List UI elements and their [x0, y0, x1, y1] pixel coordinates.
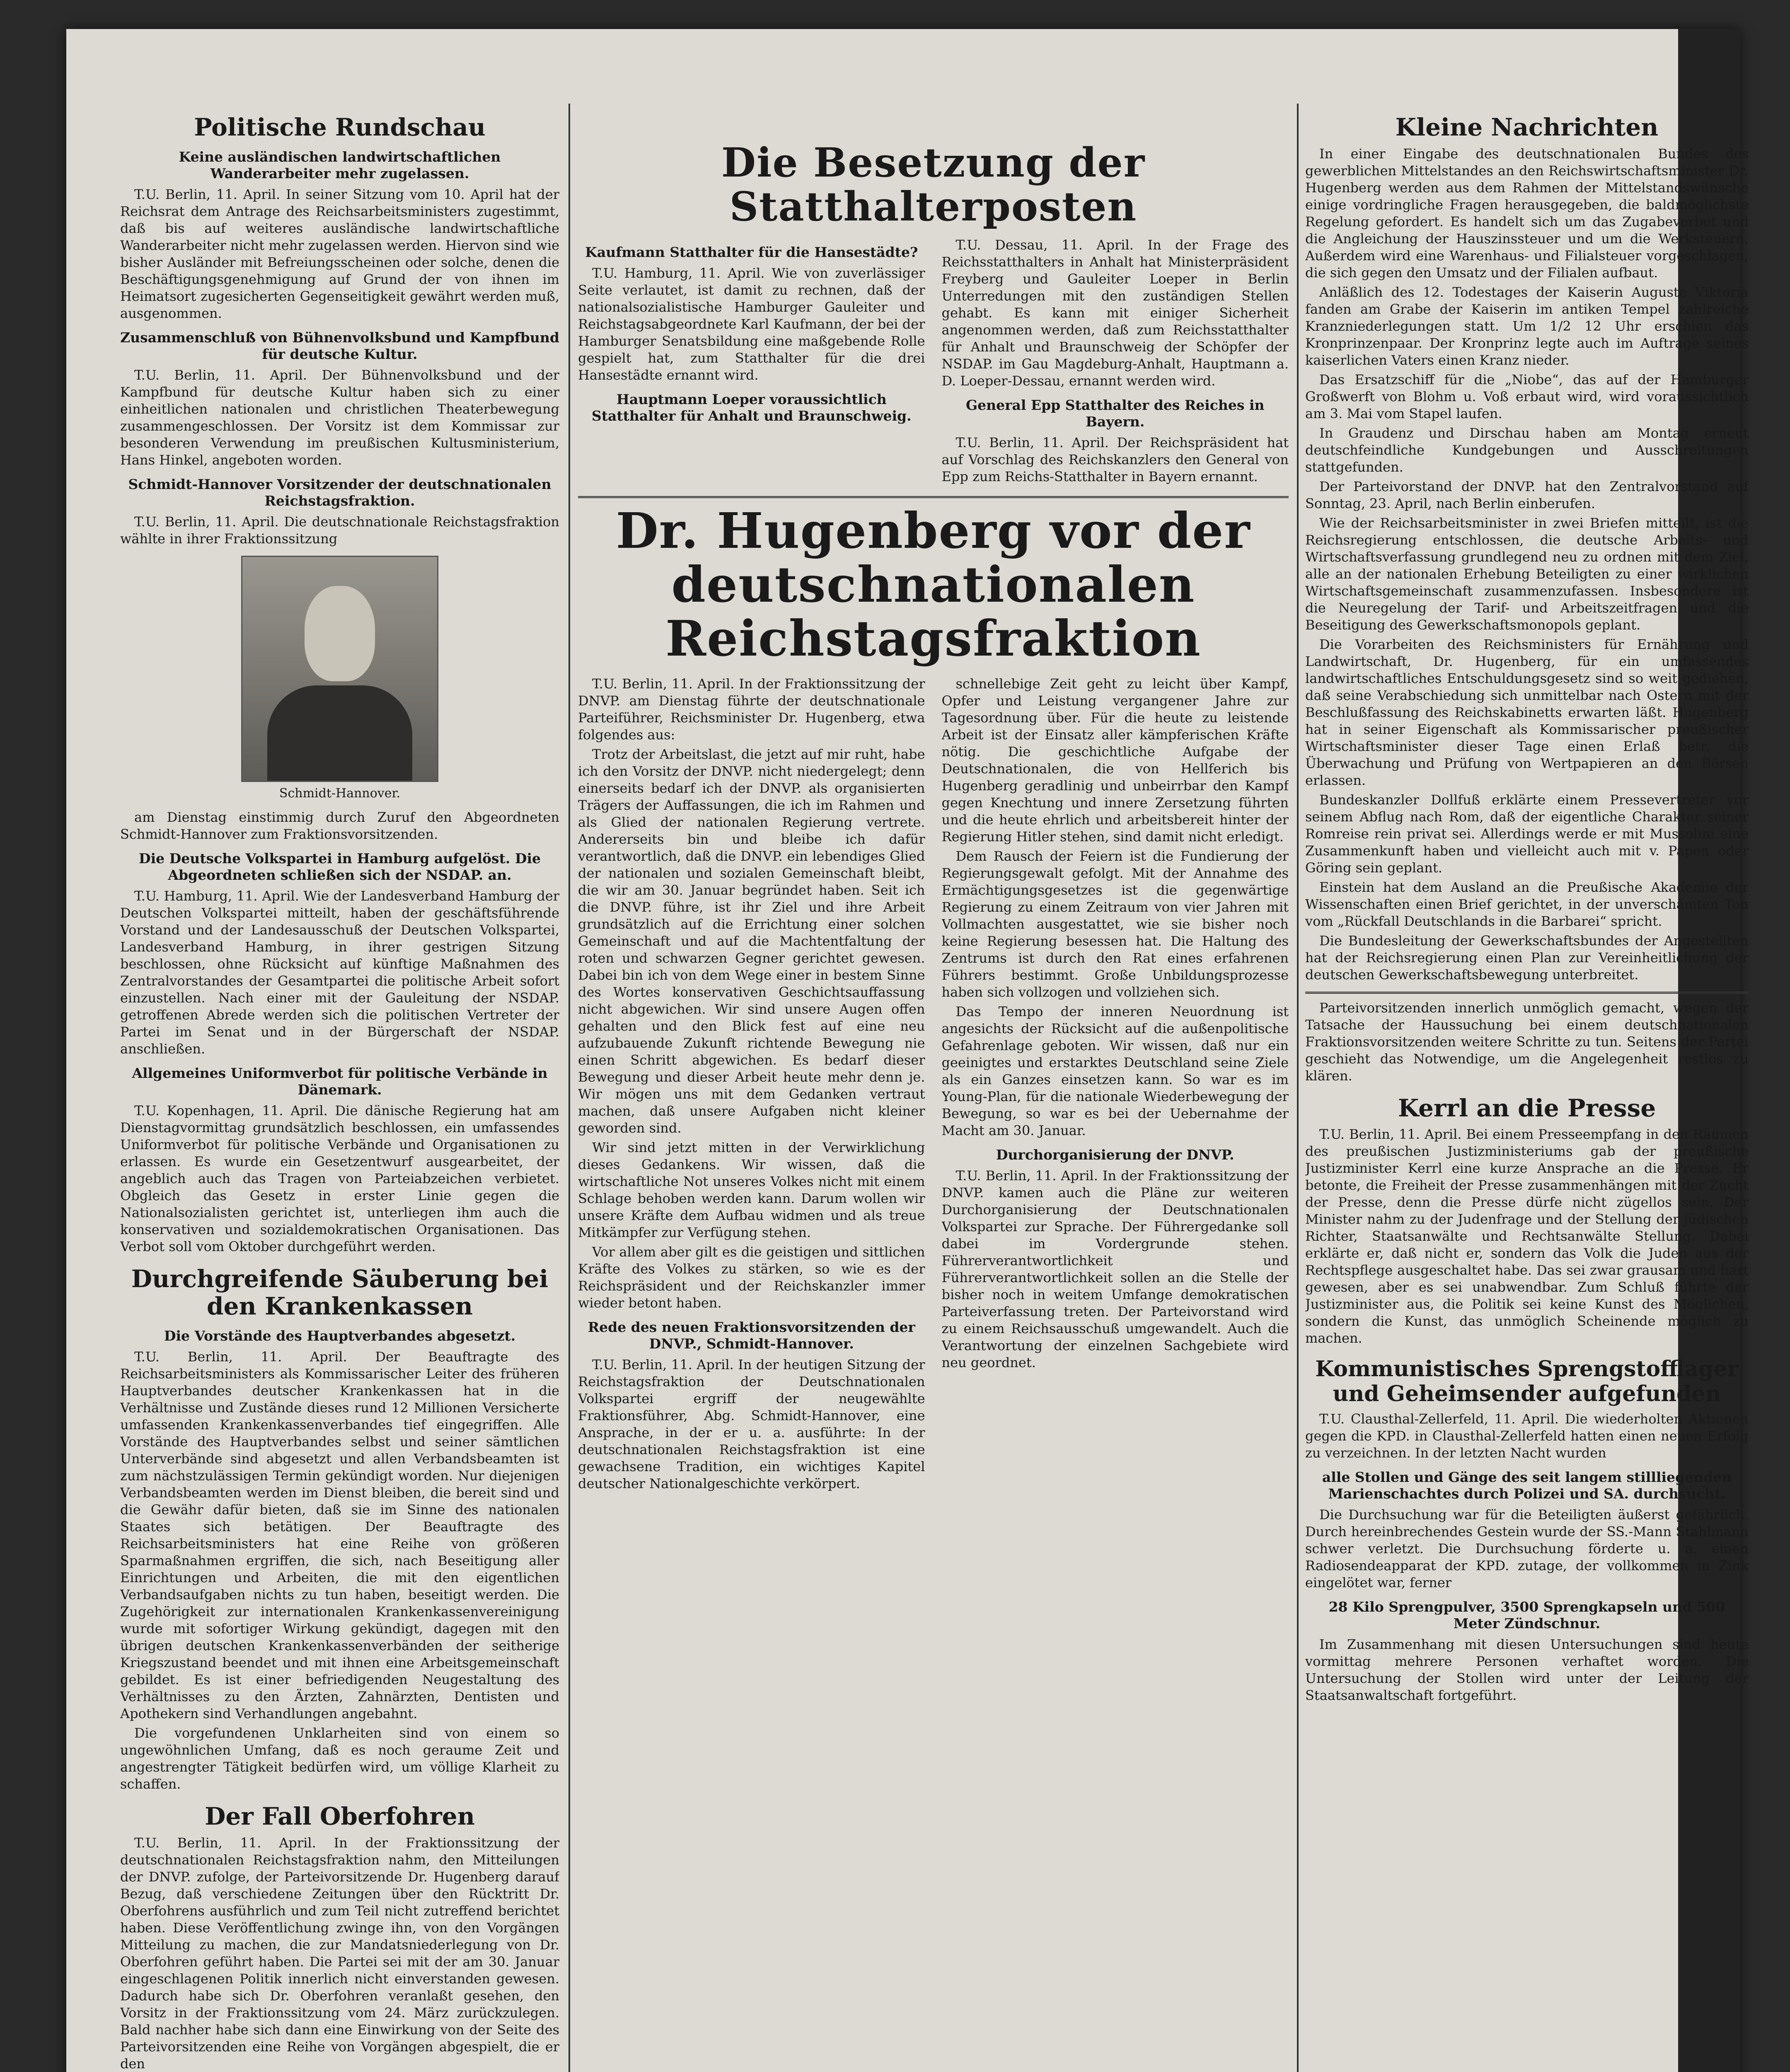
article-headline: Kaufmann Statthalter für die Hansestädte?: [585, 244, 918, 261]
column-kleine-nachrichten: [1305, 104, 1749, 2072]
article-highlight: alle Stollen und Gänge des seit langem stillliegenden Marienschachtes durch Polizei und SA. durchsucht.: [1322, 1469, 1732, 1502]
article-headline: Die Vorstände des Hauptverbandes abgesetzt.: [164, 1328, 516, 1344]
section-head: Kommunistisches Sprengstofflager und Geheimsender aufgefunden: [1315, 1356, 1739, 1407]
article-headline: Schmidt-Hannover Vorsitzender der deutschnationalen Reichstagsfraktion.: [128, 476, 552, 509]
news-item: In Graudenz und Dirschau haben am Montag erneut deutschfeindliche Kundgebungen und Ausschreitungen stattgefunden.: [1305, 425, 1749, 475]
article-text: am Dienstag einstimmig durch Zuruf den Abgeordneten Schmidt-Hannover zum Fraktionsvorsitzenden.: [120, 809, 559, 842]
article-text: T.U. Berlin, 11. April. Der Reichspräsident hat auf Vorschlag des Reichskanzlers den General von Epp zum Reichs-Statthalter in Bayern ernannt.: [941, 435, 1289, 485]
article-text: T.U. Berlin, 11. April. In der Fraktionssitzung der deutschnationalen Reichstagsfraktion nahm, den Mitteilungen der DNVP. zufolge, der Parteivorsitzende Dr. Hugenberg darauf Bezug, daß verschiedene Zeitungen über den Rücktritt Dr. Oberfohrens ausführlich und zum Teil nicht zutreffend berichtet haben. Diese Veröffentlichung zwinge ihn, von den Vorgängen Mitteilung zu machen, die zur Mandatsniederlegung von Dr. Oberfohren geführt haben. Die Partei sei mit der am 30. Januar eingeschlagenen Politik innerlich nicht einverstanden gewesen. Dadurch habe sich Dr. Oberfohren veranlaßt gesehen, den Vorsitz in der Fraktionssitzung vom 24. März zurückzulegen. Bald nachher habe sich dann eine Einwirkung von der Seite des Parteivorsitzenden eine Reihe von Vorgängen abgespielt, die er den: [120, 1835, 559, 2072]
article-text: Trotz der Arbeitslast, die jetzt auf mir ruht, habe ich den Vorsitz der DNVP. nicht niedergelegt; denn einerseits bedarf ich der DNVP. als organisierten Trägers der Auffassungen, die ich im Rahmen und als Glied der nationalen Regierung vertrete. Andererseits bin und bleibe ich dafür verantwortlich, daß die DNVP. ein lebendiges Glied der nationalen und sozialen Gemeinschaft bleibt, die wir am 30. Januar begründet haben. Seit ich die DNVP. führe, ist ihr Ziel und ihre Arbeit grundsätzlich auf die Errichtung einer solchen Gemeinschaft und auf die Machtentfaltung der roten und schwarzen Gegner gerichtet gewesen. Dabei bin ich von dem Wege einer in bestem Sinne des Wortes konservativen Geschichtsauffassung nicht abgewichen. Wir sind unsere Augen offen gehalten und den Blick fest auf eine neu aufzubauende Zukunft richtende Bewegung nie einen Schritt abgewichen. Es bedarf dieser Bewegung und dieser Arbeit heute mehr denn je. Wir mögen uns mit dem Gedanken vertraut machen, daß unsere Aufgaben nicht kleiner geworden sind.: [578, 746, 925, 1136]
article-headline: Zusammenschluß von Bühnenvolksbund und Kampfbund für deutsche Kultur.: [120, 329, 559, 362]
article-text: Vor allem aber gilt es die geistigen und sittlichen Kräfte des Volkes zu stärken, so wie es der Reichspräsident und der Reichskanzler immer wieder betont haben.: [578, 1244, 925, 1311]
section-head: Kleine Nachrichten: [1395, 113, 1659, 141]
column-politische-rundschau: [120, 104, 559, 2072]
article-text: Wir sind jetzt mitten in der Verwirklichung dieses Gedankens. Wir wissen, daß die wirtschaftliche Not unseres Volkes nicht mit einem Schlage behoben werden kann. Darum wollen wir unsere Kräfte dem Aufbau widmen und als treue Mitkämpfer zur Verfügung stehen.: [578, 1139, 925, 1240]
article-headline: Durchorganisierung der DNVP.: [996, 1146, 1234, 1163]
article-text: Dem Rausch der Feiern ist die Fundierung der Regierungsgewalt gefolgt. Mit der Annahme des Ermächtigungsgesetzes ist die gegenwärtige Regierung zu einem Zeitraum von vier Jahren mit Vollmachten ausgestattet, wie sie bisher noch keine Regierung besessen hat. Die Haltung des Zentrums ist durch den Rat eines erfahrenen Führers bestimmt. Große Unbildungsprozesse haben sich vollzogen und vollziehen sich.: [941, 848, 1289, 1000]
news-item: In einer Eingabe des deutschnationalen Bundes des gewerblichen Mittelstandes an den Reichswirtschaftsminister Dr. Hugenberg werden aus dem Rahmen der Mittelstandswünsche einige vordringliche Fragen herausgegeben, die baldmöglichste Regelung gefordert. Es handelt sich um das Zugabeverbot und die Angleichung der Hauszinssteuer und um die Werksteuern. Außerdem wird eine Warenhaus- und Filialsteuer vorgeschlagen, die sich gegen den Umsatz und der Filialen aufbaut.: [1305, 145, 1749, 281]
main-headline: Die Besetzung der Statthalterposten: [721, 141, 1146, 230]
article-text: Die Durchsuchung war für die Beteiligten äußerst gefährlich. Durch hereinbrechendes Gestein wurde der SS.-Mann Stahlmann schwer verletzt. Die Durchsuchung förderte u. a. einen Radiosendeapparat der KPD. zutage, der vollkommen in Zink eingelötet war, ferner: [1305, 1506, 1749, 1590]
news-item: Die Bundesleitung der Gewerkschaftsbundes der Angestellten hat der Reichsregierung einen Plan zur Vereinheitlichung der deutschen Gewerkschaftsbewegung unterbreitet.: [1305, 932, 1749, 983]
column-rule: [1297, 104, 1299, 2072]
news-item: Bundeskanzler Dollfuß erklärte einem Pressevertreter vor seinem Abflug nach Rom, daß der eigentliche Charakter seiner Romreise rein privat sei. Allerdings werde er mit Mussolini eine Zusammenkunft haben und vielleicht auch mit v. Papen oder Göring sein geplant.: [1305, 792, 1749, 876]
article-headline: Die Deutsche Volkspartei in Hamburg aufgelöst. Die Abgeordneten schließen sich der NSDAP. an.: [139, 850, 541, 883]
section-head: Politische Rundschau: [194, 113, 486, 141]
news-item: Wie der Reichsarbeitsminister in zwei Briefen mitteilt, ist die Reichsregierung entschlossen, die deutsche Arbeits- und Wirtschaftsverfassung grundlegend neu zu ordnen mit dem Ziel, alle an der nationalen Erhebung Beteiligten zu einer wirklichen Wirtschaftsgemeinschaft zusammenzufassen. Insbesondere ist die Neuregelung der Tarif- und Arbeitszeitfragen und die Beseitigung des Gewerkschaftsmonopols geplant.: [1305, 515, 1749, 633]
middle-section: [578, 141, 1289, 2072]
article-text: T.U. Dessau, 11. April. In der Frage des Reichsstatthalters in Anhalt hat Ministerpräsident Freyberg und Gauleiter Loeper in Berlin Unterredungen mit den zuständigen Stellen gehabt. Es kann mit einiger Sicherheit angenommen werden, daß zum Reichsstatthalter für Anhalt und Braunschweig der Schöpfer der NSDAP. im Gau Magdeburg-Anhalt, Hauptmann a. D. Loeper-Dessau, ernannt werden wird.: [941, 237, 1289, 389]
portrait-photo: [241, 556, 438, 782]
news-item: Einstein hat dem Ausland an die Preußische Akademie der Wissenschaften einen Brief gerichtet, in der unverschämten Ton vom „Rückfall Deutschlands in die Barbarei“ spricht.: [1305, 879, 1749, 929]
article-text: T.U. Clausthal-Zellerfeld, 11. April. Die wiederholten Aktionen gegen die KPD. in Clausthal-Zellerfeld hatten einen neuen Erfolg zu verzeichnen. In der letzten Nacht wurden: [1305, 1411, 1749, 1461]
article-text: T.U. Berlin, 11. April. Bei einem Presseempfang in den Räumen des preußischen Justizministeriums gab der preußische Justizminister Kerrl eine kurze Ansprache an die Presse. Er betonte, die Freiheit der Presse zusammenhängen mit der Zucht der Presse, denn die Presse dürfe nicht zügellos sein. Der Minister nahm zu der Judenfrage und der Stellung der jüdischen Richter, Staatsanwälte und Rechtsanwälte Stellung. Dabei erklärte er, daß nicht er, sondern das Volk die Juden aus der Rechtspflege ausgeschaltet habe. Das sei zwar grausam und hart gewesen, aber es sei unabwendbar. Zum Schluß führte der Justizminister aus, die Politik sei keine Kunst des Möglichen, sondern die Kunst, das unmöglich Scheinende möglich zu machen.: [1305, 1126, 1749, 1346]
article-text: T.U. Kopenhagen, 11. April. Die dänische Regierung hat am Dienstagvormittag grundsätzlich beschlossen, ein umfassendes Uniformverbot für politische Verbände und Organisationen zu erlassen. Es wurde ein Gesetzentwurf ausgearbeitet, der angeblich auch das Tragen von Parteiabzeichen verbietet. Obgleich das Gesetz in erster Linie gegen die Nationalsozialisten gerichtet ist, unterliegen ihm auch die konservativen und sozialdemokratischen Organisationen. Das Verbot soll vom Oktober durchgeführt werden.: [120, 1102, 559, 1254]
article-text: T.U. Berlin, 11. April. In der Fraktionssitzung der DNVP. am Dienstag führte der deutschnationale Parteiführer, Reichsminister Dr. Hugenberg, etwa folgendes aus:: [578, 675, 925, 743]
article-text: Im Zusammenhang mit diesen Untersuchungen sind heute vormittag mehrere Personen verhaftet worden. Die Untersuchung der Stollen wird unter der Leitung der Staatsanwaltschaft fortgeführt.: [1305, 1636, 1749, 1703]
article-text: T.U. Berlin, 11. April. Der Bühnenvolksbund und der Kampfbund für deutsche Kultur haben sich zu einer einheitlichen nationalen und christlichen Theaterbewegung zusammengeschlossen. Der Vorsitz ist dem Kommissar zur besonderen Verwendung im preußischen Kultusministerium, Hans Hinkel, angeboten worden.: [120, 367, 559, 468]
news-item: Der Parteivorstand der DNVP. hat den Zentralvorstand auf Sonntag, 23. April, nach Berlin einberufen.: [1305, 478, 1749, 511]
news-item: Anläßlich des 12. Todestages der Kaiserin Auguste Viktoria fanden am Grabe der Kaiserin im antiken Tempel zahlreiche Kranzniederlegungen statt. Um 1/2 12 Uhr erschien das Kronprinzenpaar. Der Kronprinz legte auch im Auftrage seines kaiserlichen Vaters einen Kranz nieder.: [1305, 284, 1749, 368]
article-text: T.U. Berlin, 11. April. In seiner Sitzung vom 10. April hat der Reichsrat dem Antrage des Reichsarbeitsministers zugestimmt, daß bis auf weiteres ausländische landwirtschaftliche Wanderarbeiter nicht mehr zugelassen werden. Hiervon sind wie bisher Ausländer mit Befreiungsscheinen oder solche, denen die Beschäftigungsgenehmigung auf Grund der von ihnen im Heimatsort zugesicherten Gegenseitigkeit gewährt werden muß, ausgenommen.: [120, 186, 559, 321]
article-headline: Hauptmann Loeper voraussichtlich Statthalter für Anhalt und Braunschweig.: [591, 391, 912, 424]
news-item: Die Vorarbeiten des Reichsministers für Ernährung und Landwirtschaft, Dr. Hugenberg, für ein umfassendes landwirtschaftliches Entschuldungsgesetz sind so weit gediehen, daß seine Verabschiedung sich unmittelbar nach Ostern mit der Beschlußfassung des Reichskabinetts erwarten läßt. Hugenberg hat in seiner Eigenschaft als Kommissarischer preußischer Wirtschaftsminister dieser Tage einen Erlaß betr. die Überwachung und Prüfung von Wertpapieren an den Börsen erlassen.: [1305, 636, 1749, 788]
article-text: T.U. Berlin, 11. April. In der Fraktionssitzung der DNVP. kamen auch die Pläne zur weiteren Durchorganisierung der Deutschnationalen Volkspartei zur Sprache. Der Führergedanke soll dabei im Vordergrunde stehen. Führerverantwortlichkeit und Führerverantwortlichkeit sollen an die Stelle der bisher noch in weitem Umfange demokratischen Parteiverfassung treten. Der Parteivorstand wird zu einem Reichsausschuß umgewandelt. Auch die Verantwortung der einzelnen Sachgebiete wird neu geordnet.: [941, 1167, 1289, 1370]
article-text: T.U. Berlin, 11. April. Die deutschnationale Reichstagsfraktion wählte in ihrer Fraktionssitzung: [120, 513, 559, 547]
article-headline: Keine ausländischen landwirtschaftlichen Wanderarbeiter mehr zugelassen.: [179, 148, 501, 182]
column-rule: [568, 104, 570, 2072]
article-text: T.U. Hamburg, 11. April. Wie der Landesverband Hamburg der Deutschen Volkspartei mitteilt, haben der geschäftsführende Vorstand und der Landesausschuß der Deutschen Volkspartei, Landesverband Hamburg, in ihrer gestrigen Sitzung beschlossen, ohne Rücksicht auf künftige Maßnahmen des Zentralvorstandes der Gesamtpartei die politische Arbeit sofort einzustellen. Nach einer mit der Gauleitung der NSDAP. getroffenen Abrede werden sich die politischen Vertreter der Partei im Senat und in der Bürgerschaft der NSDAP. anschließen.: [120, 888, 559, 1057]
main-headline-hugenberg: Dr. Hugenberg vor der deutschnationalen Reichstagsfraktion: [616, 502, 1251, 667]
article-highlight: 28 Kilo Sprengpulver, 3500 Sprengkapseln und 500 Meter Zündschnur.: [1328, 1598, 1725, 1631]
section-head: Durchgreifende Säuberung bei den Krankenkassen: [131, 1264, 549, 1321]
section-head: Der Fall Oberfohren: [205, 1802, 475, 1831]
article-text: Die vorgefundenen Unklarheiten sind von einem so ungewöhnlichen Umfang, daß es noch geraume Zeit und angestrengter Tätigkeit bedürfen wird, um völlige Klarheit zu schaffen.: [120, 1725, 559, 1792]
article-headline: Rede des neuen Fraktionsvorsitzenden der DNVP., Schmidt-Hannover.: [588, 1319, 915, 1352]
article-text: T.U. Berlin, 11. April. Der Beauftragte des Reichsarbeitsministers als Kommissarischer Leiter des früheren Hauptverbandes deutscher Krankenkassen hat in die Verhältnisse und Zustände dieses rund 12 Millionen Versicherte umfassenden Krankenkassenverbandes tief eingegriffen. Alle Vorstände des Hauptverbandes selbst und seiner sämtlichen Unterverbände sind abgesetzt und allen Verbandsbeamten ist zum nächstzulässigen Termin gekündigt worden. Nur diejenigen Verbandsbeamten werden im Dienst bleiben, die bereit sind und die Gewähr dafür bieten, daß sie im Sinne des nationalen Staates sich betätigen. Der Beauftragte des Reichsarbeitsministers hat eine Reihe von größeren Sparmaßnahmen ergriffen, die sich, nach Beseitigung aller Einrichtungen und Arbeiten, die mit den eigentlichen Verbandsaufgaben nichts zu tun haben, beseitigt werden. Die Zugehörigkeit zur internationalen Krankenkassenvereinigung wurde mit sofortiger Wirkung gekündigt, dagegen mit den übrigen deutschen Krankenkassenverbänden der seitherige Kriegszustand beendet und mit ihnen eine Arbeitsgemeinschaft gebildet. Es ist einer befriedigenden Neugestaltung des Verhältnisses zu den Ärzten, Zahnärzten, Dentisten und Apothekern sind Verhandlungen angebahnt.: [120, 1349, 559, 1722]
news-item: Das Ersatzschiff für die „Niobe“, das auf der Hamburger Großwerft von Blohm u. Voß erbaut wird, wird voraussichtlich am 3. Mai vom Stapel laufen.: [1305, 371, 1749, 421]
photo-caption: Schmidt-Hannover.: [279, 786, 401, 801]
article-text: T.U. Berlin, 11. April. In der heutigen Sitzung der Reichstagsfraktion der Deutschnationalen Volkspartei ergriff der neugewählte Fraktionsführer, Abg. Schmidt-Hannover, eine Ansprache, in der er u. a. ausführte: In der deutschnationalen Reichstagsfraktion ist eine gewachsene Tradition, ein wichtiges Kapitel deutscher Nationalgeschichte verkörpert.: [578, 1356, 925, 1491]
article-headline: Allgemeines Uniformverbot für politische Verbände in Dänemark.: [132, 1065, 548, 1098]
article-text: schnellebige Zeit geht zu leicht über Kampf, Opfer und Leistung vergangener Jahre zur Tagesordnung über. Für die heute zu leistende Arbeit ist der Einsatz aller kämpferischen Kräfte nötig. Die geschichtliche Aufgabe der Deutschnationalen, die von Hellferich bis Hugenberg geradlinig und unbeirrbar den Kampf gegen Knechtung und innere Zersetzung führten und die heute ehrlich und arbeitsbereit hinter der Regierung Hitler stehen, sind damit nicht erledigt.: [941, 675, 1289, 845]
news-item: Parteivorsitzenden innerlich unmöglich gemacht, wegen der Tatsache der Haussuchung bei einem deutschnationalen Fraktionsvorsitzenden weitere Schritte zu tun. Seitens der Partei geschieht das Notwendige, um die Angelegenheit restlos zu klären.: [1305, 1000, 1749, 1084]
article-text: T.U. Hamburg, 11. April. Wie von zuverlässiger Seite verlautet, ist damit zu rechnen, daß der nationalsozialistische Hamburger Gauleiter und Reichstagsabgeordnete Karl Kaufmann, der bei der Hamburger Senatsbildung eine maßgebende Rolle gespielt hat, zum Statthalter für die drei Hansestädte ernannt wird.: [578, 265, 925, 383]
article-text: Das Tempo der inneren Neuordnung ist angesichts der Rücksicht auf die außenpolitische Gefahrenlage geboten. Wir wissen, daß nur ein geeinigtes und erstarktes Deutschland seine Ziele als ein Ganzes einsetzen kann. So war es im Young-Plan, für die nationale Wiederbewegung der Bewegung, so war es bei der Uebernahme der Macht am 30. Januar.: [941, 1003, 1289, 1138]
article-headline: General Epp Statthalter des Reiches in Bayern.: [966, 397, 1265, 430]
section-head: Kerrl an die Presse: [1398, 1094, 1656, 1122]
